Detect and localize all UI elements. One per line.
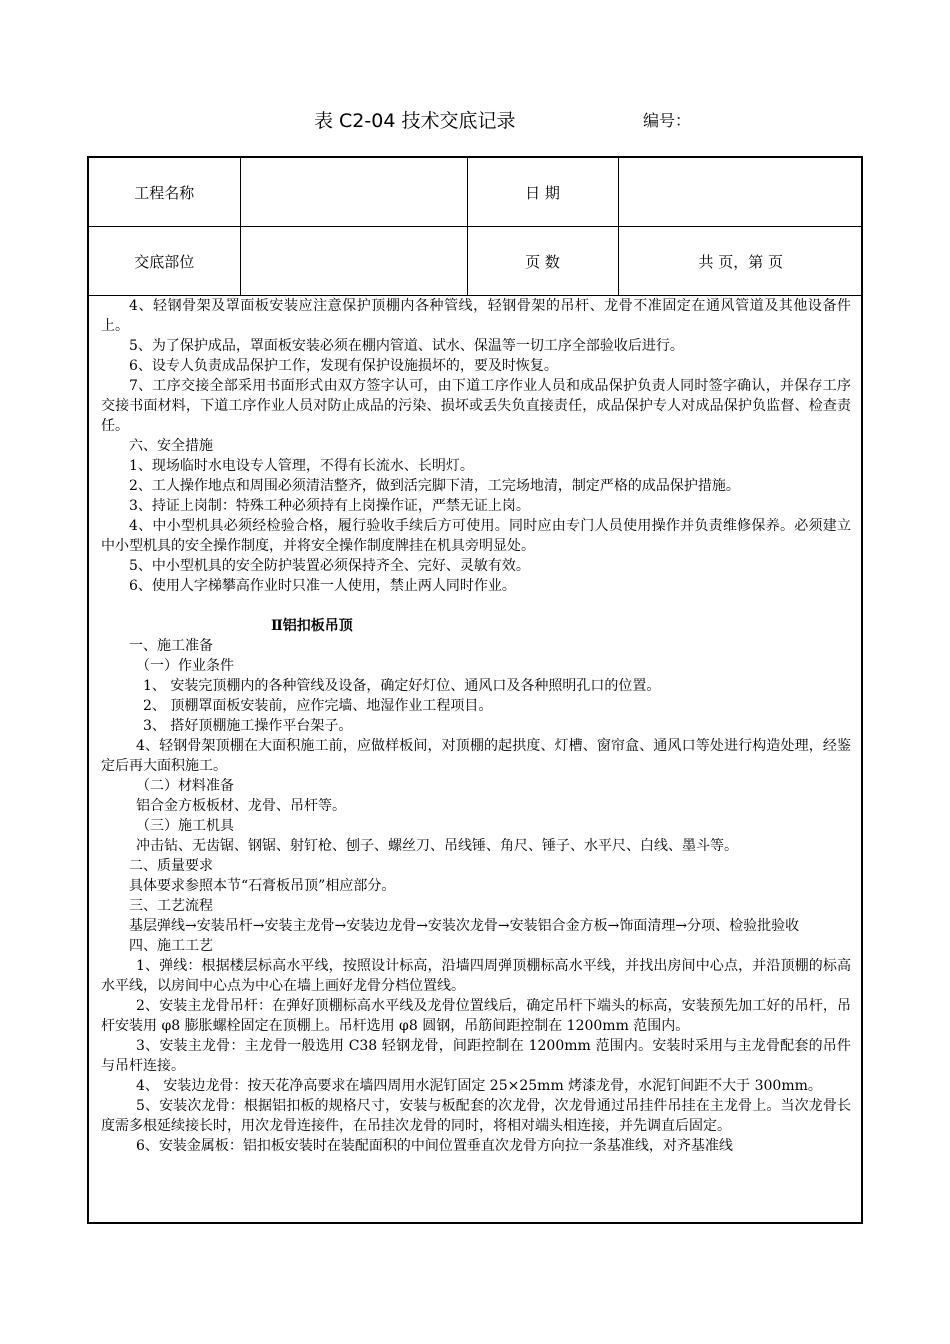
content-paragraph: 1、弹线：根据楼层标高水平线，按照设计标高，沿墙四周弹顶棚标高水平线，并找出房间中心点，并沿顶棚的标高水平线，以房间中心点为中心在墙上画好龙骨分档位置线。 bbox=[101, 958, 851, 994]
content-paragraph: 一、施工准备 bbox=[129, 638, 213, 654]
content-paragraph: 三、工艺流程 bbox=[129, 898, 213, 914]
content-paragraph: 3、 搭好顶棚施工操作平台架子。 bbox=[143, 718, 353, 734]
content-paragraph: 4、轻钢骨架顶棚在大面积施工前，应做样板间，对顶棚的起拱度、灯槽、窗帘盒、通风口等处进行构造处理，经鉴定后再大面积施工。 bbox=[101, 738, 851, 774]
content-paragraph: 5、安装次龙骨：根据铝扣板的规格尺寸，安装与板配套的次龙骨，次龙骨通过吊挂件吊挂在主龙骨上。当次龙骨长度需多根延续接长时，用次龙骨连接件，在吊挂次龙骨的同时，将相对端头相连接，并先调直后固定。 bbox=[101, 1098, 851, 1134]
page-header bbox=[0, 106, 950, 136]
content-paragraph: 六、安全措施 bbox=[129, 438, 213, 454]
content-paragraph: 4、中小型机具必须经检验合格，履行验收手续后方可使用。同时应由专门人员使用操作并负责维修保养。必须建立中小型机具的安全操作制度，并将安全操作制度牌挂在机具旁明显处。 bbox=[101, 518, 851, 554]
content-paragraph: 6、安装金属板：铝扣板安装时在装配面积的中间位置垂直次龙骨方向拉一条基准线，对齐基准线 bbox=[136, 1138, 733, 1154]
content-paragraph: 1、现场临时水电设专人管理，不得有长流水、长明灯。 bbox=[129, 458, 474, 474]
date-field[interactable] bbox=[618, 158, 863, 227]
content-paragraph: 具体要求参照本节“石膏板吊顶”相应部分。 bbox=[129, 878, 396, 894]
form-title: 表 C2-04 技术交底记录 bbox=[314, 110, 516, 132]
content-paragraph: 4、轻钢骨架及罩面板安装应注意保护顶棚内各种管线，轻钢骨架的吊杆、龙骨不准固定在通风管道及其他设备件上。 bbox=[101, 298, 851, 334]
table-row bbox=[89, 158, 863, 227]
project-name-field[interactable] bbox=[240, 158, 467, 227]
info-table bbox=[89, 158, 863, 296]
pages-label: 页 数 bbox=[467, 227, 618, 296]
content-paragraph: 6、设专人负责成品保护工作，发现有保护设施损坏的，要及时恢复。 bbox=[129, 358, 558, 374]
content-paragraph: 基层弹线→安装吊杆→安装主龙骨→安装边龙骨→安装次龙骨→安装铝合金方板→饰面清理→分项、检验批验收 bbox=[129, 918, 800, 934]
content-paragraph: 4、 安装边龙骨：按天花净高要求在墙四周用水泥钉固定 25×25mm 烤漆龙骨，水泥钉间距不大于 300mm。 bbox=[136, 1078, 822, 1094]
record-frame bbox=[87, 156, 863, 1224]
content-paragraph: 2、工人操作地点和周围必须清洁整齐，做到活完脚下清，工完场地清，制定严格的成品保护措施。 bbox=[129, 478, 740, 494]
content-paragraph: 铝合金方板板材、龙骨、吊杆等。 bbox=[136, 798, 346, 814]
content-paragraph: 5、中小型机具的安全防护装置必须保持齐全、完好、灵敏有效。 bbox=[129, 558, 530, 574]
content-paragraph: 二、质量要求 bbox=[129, 858, 213, 874]
disclosure-content bbox=[89, 296, 861, 1156]
table-row bbox=[89, 227, 863, 296]
date-label: 日 期 bbox=[467, 158, 618, 227]
location-field[interactable] bbox=[240, 227, 467, 296]
content-paragraph: （一）作业条件 bbox=[136, 658, 234, 674]
content-paragraph: 2、 顶棚罩面板安装前，应作完墙、地湿作业工程项目。 bbox=[143, 698, 493, 714]
content-paragraph: （二）材料准备 bbox=[136, 778, 234, 794]
serial-number-label: 编号： bbox=[643, 111, 692, 130]
content-paragraph: 6、使用人字梯攀高作业时只准一人使用，禁止两人同时作业。 bbox=[129, 578, 516, 594]
section-heading: Ⅱ铝扣板吊顶 bbox=[271, 618, 353, 634]
pages-field: 共 页，第 页 bbox=[618, 227, 863, 296]
project-name-label: 工程名称 bbox=[89, 158, 240, 227]
content-paragraph: （三）施工机具 bbox=[136, 818, 234, 834]
location-label: 交底部位 bbox=[89, 227, 240, 296]
content-paragraph: 3、持证上岗制：特殊工种必须持有上岗操作证，严禁无证上岗。 bbox=[129, 498, 530, 514]
content-paragraph: 四、施工工艺 bbox=[129, 938, 213, 954]
content-paragraph: 5、为了保护成品，罩面板安装必须在棚内管道、试水、保温等一切工序全部验收后进行。 bbox=[129, 338, 684, 354]
content-paragraph: 1、 安装完顶棚内的各种管线及设备，确定好灯位、通风口及各种照明孔口的位置。 bbox=[143, 678, 661, 694]
content-paragraph: 2、安装主龙骨吊杆：在弹好顶棚标高水平线及龙骨位置线后，确定吊杆下端头的标高，安装预先加工好的吊杆，吊杆安装用 φ8 膨胀螺栓固定在顶棚上。吊杆选用 φ8 圆钢，吊筋间距控制在 1200mm 范围内。 bbox=[101, 998, 851, 1034]
content-paragraph: 冲击钻、无齿锯、钢锯、射钉枪、刨子、螺丝刀、吊线锤、角尺、锤子、水平尺、白线、墨斗等。 bbox=[136, 838, 738, 854]
content-paragraph: 7、工序交接全部采用书面形式由双方签字认可，由下道工序作业人员和成品保护负责人同时签字确认，并保存工序交接书面材料，下道工序作业人员对防止成品的污染、损坏或丢失负直接责任，成品保护专人对成品保护负监督、检查责任。 bbox=[101, 378, 851, 434]
content-paragraph: 3、安装主龙骨：主龙骨一般选用 C38 轻钢龙骨，间距控制在 1200mm 范围内。安装时采用与主龙骨配套的吊件与吊杆连接。 bbox=[101, 1038, 851, 1074]
